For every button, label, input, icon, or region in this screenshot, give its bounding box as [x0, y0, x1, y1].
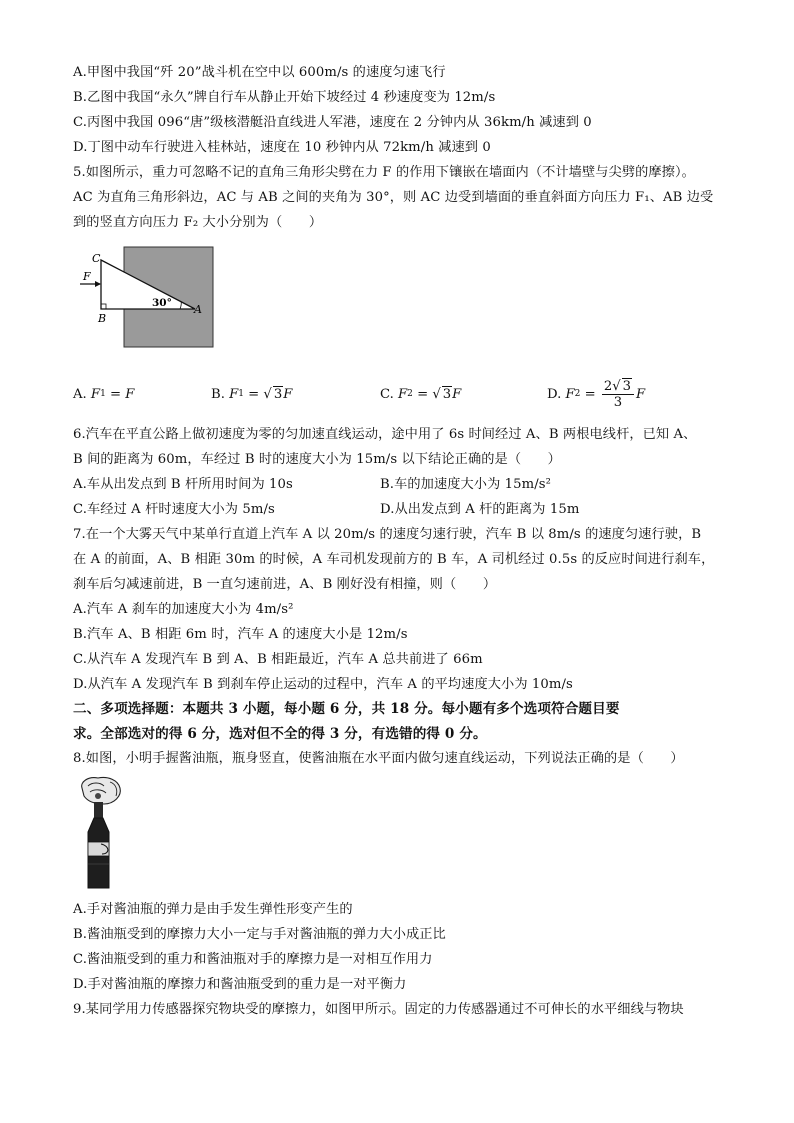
q7-stem-line2: 在 A 的前面，A、B 相距 30m 的时候，A 车司机发现前方的 B 车，A 司机经过 0.5s 的反应时间进行刹车，: [73, 552, 715, 567]
sqrt-sign: √: [432, 386, 441, 402]
fraction-numerator: [602, 379, 634, 395]
sqrt-sign: √: [263, 386, 272, 402]
q7-option-a: A.汽车 A 刹车的加速度大小为 4m/s²: [73, 602, 294, 617]
q6-option-d: D.从出发点到 A 杆的距离为 15m: [380, 502, 580, 517]
q8-option-c: C.酱油瓶受到的重力和酱油瓶对手的摩擦力是一对相互作用力: [73, 952, 433, 967]
q7-option-c: C.从汽车 A 发现汽车 B 到 A、B 相距最近，汽车 A 总共前进了 66m: [73, 652, 483, 667]
q4-option-c: C.丙图中我国 096“唐”级核潜艇沿直线进人军港，速度在 2 分钟内从 36km/h 减速到 0: [73, 115, 592, 130]
q5-wedge-figure: [74, 240, 224, 352]
q5-option-b: [211, 374, 292, 414]
figure-label-f: F: [83, 270, 91, 283]
option-eq: =: [105, 386, 126, 402]
option-sub: 1: [238, 389, 244, 399]
fraction-denominator: 3: [613, 394, 623, 410]
q7-stem-line1: 7.在一个大雾天气中某单行直道上汽车 A 以 20m/s 的速度匀速行驶，汽车 B 以 8m/s 的速度匀速行驶，B: [73, 527, 702, 542]
q5-options: [73, 374, 733, 414]
q5-stem-line3: 到的竖直方向压力 F₂ 大小分别为（ ）: [73, 215, 323, 230]
option-letter: A.: [73, 386, 87, 402]
option-lhs: F: [90, 386, 101, 402]
q6-stem-line1: 6.汽车在平直公路上做初速度为零的匀加速直线运动，途中用了 6s 时间经过 A、B 两根电线杆，已知 A、: [73, 427, 697, 442]
q6-option-a: A.车从出发点到 B 杆所用时间为 10s: [73, 477, 293, 492]
q5-option-d: [547, 374, 645, 414]
option-letter: C.: [380, 386, 394, 402]
q4-option-b: B.乙图中我国“永久”牌自行车从静止开始下坡经过 4 秒速度变为 12m/s: [73, 90, 496, 105]
q5-option-c: [380, 374, 461, 414]
option-rhs: F: [283, 386, 293, 402]
sqrt-sign: √: [612, 378, 621, 394]
option-letter: D.: [547, 386, 562, 402]
option-sub: 1: [100, 389, 106, 399]
option-rhs: F: [125, 386, 135, 402]
option-sub: 2: [574, 389, 581, 399]
option-rhs: F: [452, 386, 462, 402]
section-2-heading-line2: 求。全部选对的得 6 分，选对但不全的得 3 分，有选错的得 0 分。: [73, 726, 487, 742]
section-2-heading-line1: 二、多项选择题：本题共 3 小题，每小题 6 分，共 18 分。每小题有多个选项符合题目要: [73, 701, 620, 717]
q6-stem-line2: B 间的距离为 60m，车经过 B 时的速度大小为 15m/s 以下结论正确的是（ ）: [73, 452, 561, 467]
q8-bottle-figure: [74, 774, 130, 892]
fraction-coef: 2: [603, 378, 613, 394]
option-eq: =: [243, 386, 264, 402]
option-lhs: F: [398, 386, 408, 402]
q9-stem: 9.某同学用力传感器探究物块受的摩擦力，如图甲所示。固定的力传感器通过不可伸长的水平细线与物块: [73, 1002, 684, 1017]
q5-stem-line1: 5.如图所示，重力可忽略不记的直角三角形尖劈在力 F 的作用下镶嵌在墙面内（不计墙壁与尖劈的摩擦）。: [73, 165, 695, 180]
figure-label-c: C: [92, 252, 101, 265]
figure-label-a: A: [194, 303, 202, 316]
option-lhs: F: [229, 386, 239, 402]
option-lhs: F: [565, 386, 575, 402]
q5-stem-line2: AC 为直角三角形斜边，AC 与 AB 之间的夹角为 30°，则 AC 边受到墙面的垂直斜面方向压力 F₁、AB 边受: [73, 190, 714, 205]
figure-label-b: B: [98, 312, 107, 325]
option-letter: B.: [211, 386, 225, 402]
q7-option-d: D.从汽车 A 发现汽车 B 到刹车停止运动的过程中，汽车 A 的平均速度大小为 10m/s: [73, 677, 573, 692]
q7-stem-line3: 刹车后匀减速前进，B 一直匀速前进，A、B 刚好没有相撞，则（ ）: [73, 577, 497, 592]
option-eq: =: [580, 386, 600, 402]
sqrt-radicand: 3: [622, 378, 632, 394]
option-eq: =: [412, 386, 433, 402]
q4-option-d: D.丁图中动车行驶进入桂林站，速度在 10 秒钟内从 72km/h 减速到 0: [73, 140, 491, 155]
sqrt-radicand: 3: [442, 387, 452, 402]
q8-stem: 8.如图，小明手握酱油瓶，瓶身竖直，使酱油瓶在水平面内做匀速直线运动，下列说法正确的是（ ）: [73, 751, 684, 766]
sqrt-radicand: 3: [273, 387, 283, 402]
q7-option-b: B.汽车 A、B 相距 6m 时，汽车 A 的速度大小是 12m/s: [73, 627, 408, 642]
q8-option-a: A.手对酱油瓶的弹力是由手发生弹性形变产生的: [73, 902, 353, 917]
q8-option-b: B.酱油瓶受到的摩擦力大小一定与手对酱油瓶的弹力大小成正比: [73, 927, 446, 942]
q6-option-c: C.车经过 A 杆时速度大小为 5m/s: [73, 502, 275, 517]
option-rhs: F: [636, 386, 646, 402]
q8-option-d: D.手对酱油瓶的摩擦力和酱油瓶受到的重力是一对平衡力: [73, 977, 407, 992]
option-sub: 2: [407, 389, 413, 399]
q4-option-a: A.甲图中我国“歼 20”战斗机在空中以 600m/s 的速度匀速飞行: [73, 65, 446, 80]
fraction: [602, 379, 634, 410]
q5-option-a: [73, 374, 134, 414]
q6-option-b: B.车的加速度大小为 15m/s²: [380, 477, 552, 492]
figure-angle-label: 30°: [152, 297, 172, 309]
